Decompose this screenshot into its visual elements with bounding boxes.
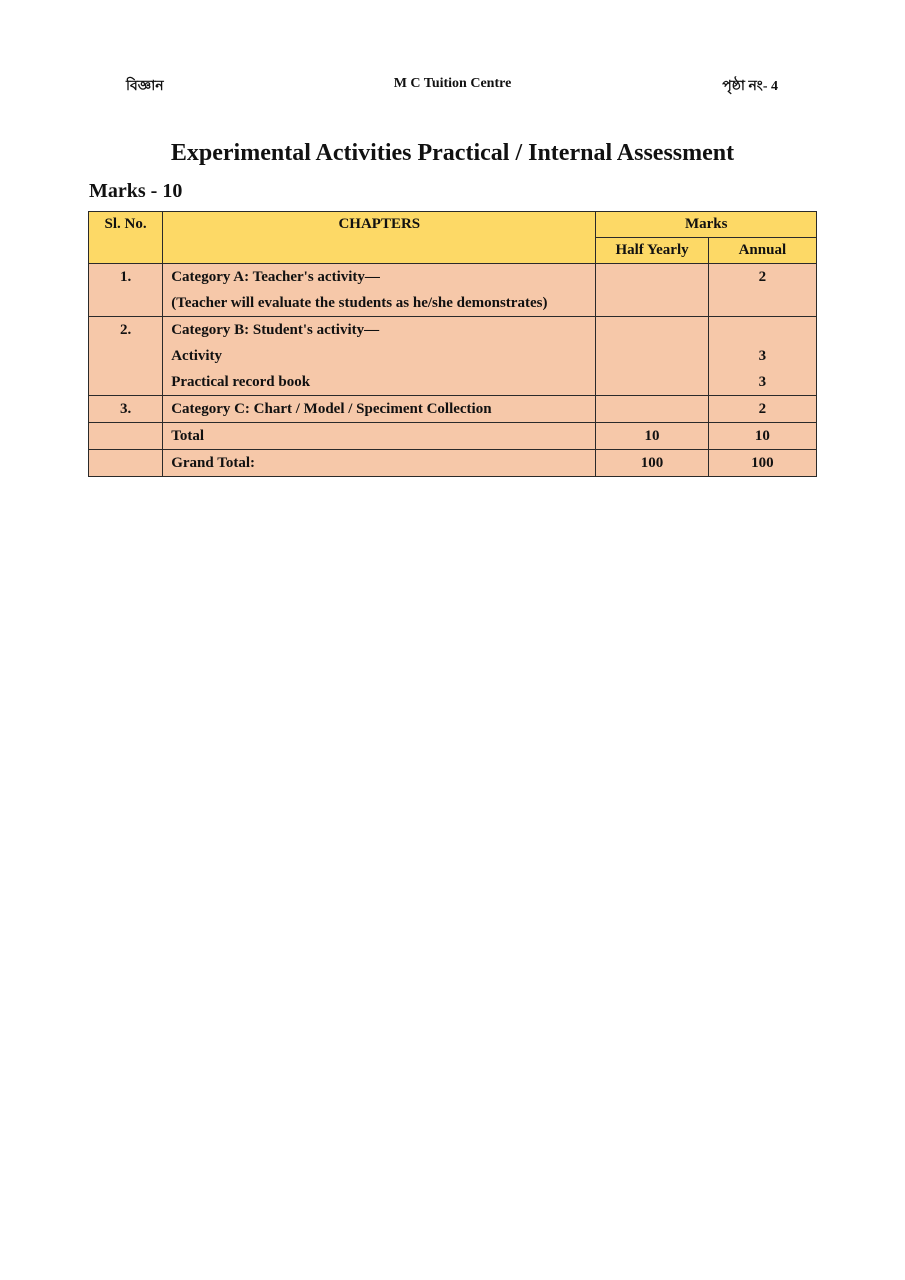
- row-annual: 3: [758, 348, 767, 364]
- table-row: [89, 396, 817, 423]
- grand-total-half-yearly: 100: [640, 455, 664, 471]
- table-row: [89, 264, 817, 317]
- header-annual: Annual: [708, 238, 816, 264]
- row-annual: [717, 290, 808, 316]
- row-line: Activity: [171, 348, 223, 364]
- page-title: Experimental Activities Practical / Internal Assessment: [170, 140, 735, 166]
- row-sl: 3.: [119, 401, 132, 417]
- grand-total-row: [89, 450, 817, 477]
- header-half-yearly: Half Yearly: [596, 238, 708, 264]
- row-half-yearly: [604, 396, 699, 422]
- centre-name: M C Tuition Centre: [393, 76, 512, 91]
- header-marks: Marks: [596, 212, 817, 238]
- row-line: Category B: Student's activity—: [171, 322, 380, 338]
- row-line: Category C: Chart / Model / Speciment Collection: [171, 401, 492, 417]
- row-annual: 2: [758, 269, 767, 285]
- subject-label: বিজ্ঞান: [126, 79, 164, 94]
- row-sl: 1.: [119, 269, 132, 285]
- assessment-table: [88, 211, 817, 477]
- total-annual: 10: [754, 428, 770, 444]
- grand-total-annual: 100: [751, 455, 774, 471]
- total-half-yearly: 10: [644, 428, 660, 444]
- header-sl-no: Sl. No.: [89, 212, 163, 264]
- row-line: Category A: Teacher's activity—: [171, 269, 380, 285]
- row-half-yearly: [604, 317, 699, 343]
- row-line: Practical record book: [171, 374, 311, 390]
- row-sl: 2.: [119, 322, 132, 338]
- total-row: [89, 423, 817, 450]
- row-annual: [717, 317, 808, 343]
- grand-total-label: Grand Total:: [171, 455, 255, 471]
- marks-label: Marks - 10: [89, 180, 183, 202]
- row-annual: 3: [758, 374, 767, 390]
- row-half-yearly: [604, 264, 699, 290]
- row-line: (Teacher will evaluate the students as he/she demonstrates): [171, 295, 548, 311]
- page-header: [0, 74, 905, 96]
- page-number: পৃষ্ঠা নং- 4: [722, 79, 778, 94]
- table-row: [89, 317, 817, 396]
- row-annual: 2: [758, 401, 767, 417]
- header-chapters: CHAPTERS: [163, 212, 596, 264]
- total-label: Total: [171, 428, 204, 444]
